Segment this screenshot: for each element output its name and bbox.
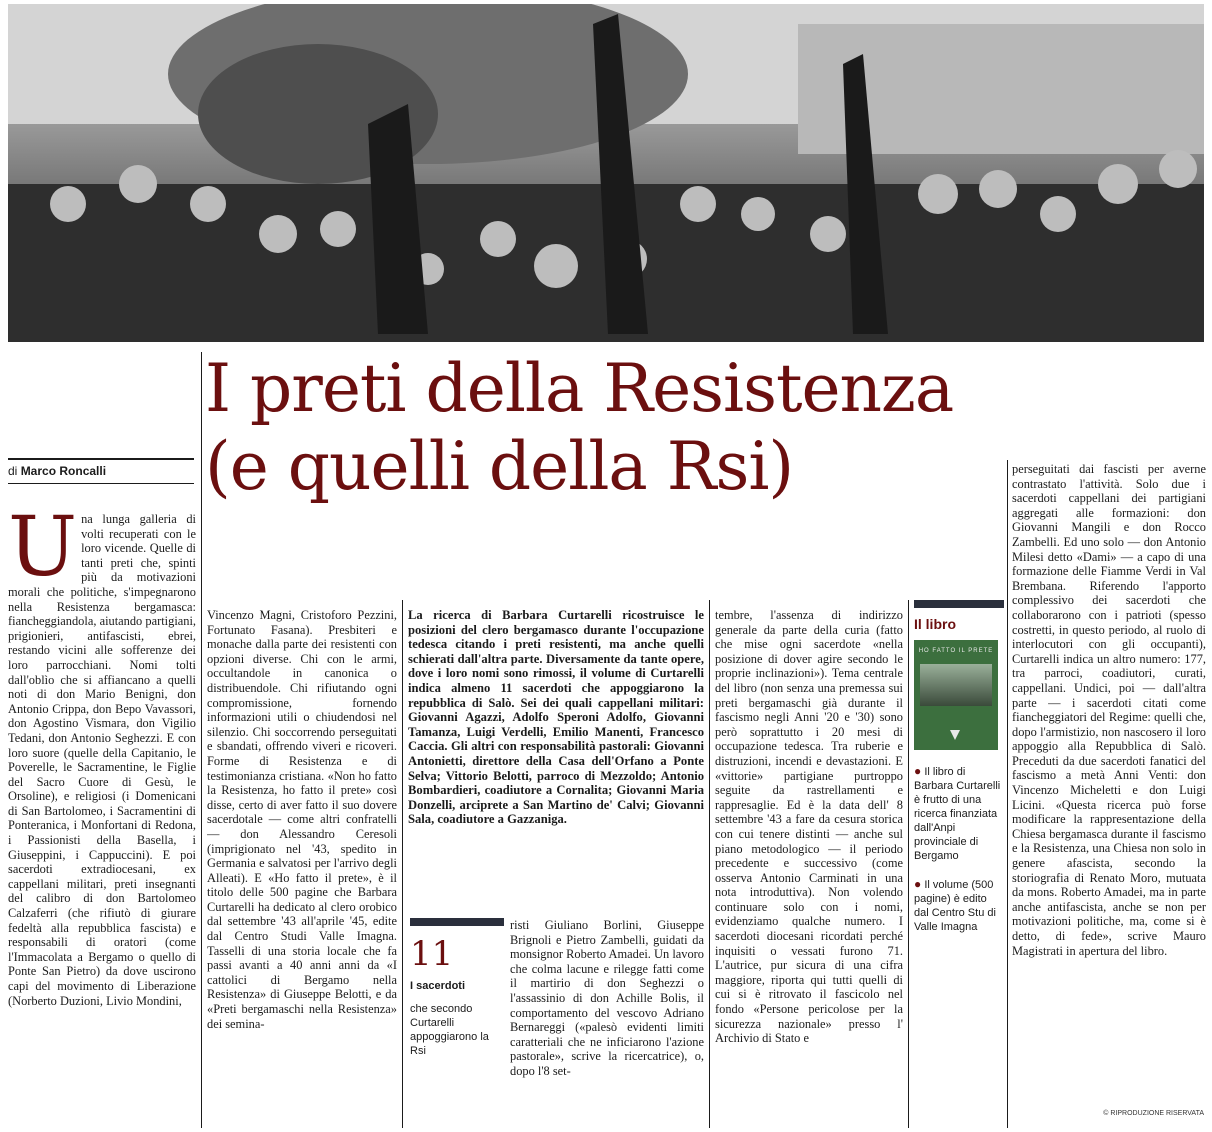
bullet-icon: ● — [914, 764, 922, 778]
book-cover-title: HO FATTO IL PRETE — [918, 648, 994, 654]
byline-author: Marco Roncalli — [20, 464, 107, 478]
book-box — [914, 600, 1004, 1028]
stat-label: I sacerdoti — [410, 980, 466, 992]
column-divider — [201, 352, 202, 1128]
column-divider — [908, 600, 909, 1128]
article-text-4: risti Giuliano Borlini, Giuseppe Brignoli e Pietro Zambelli, guidati da monsignor Roberto Amadei. Un lavoro che colma lacune e rilegge fatti come il martirio di don Seghezzi o l'assassinio di don Achille Bolis, il comportamento del vescovo Adriano Bernareggi («palesò evidenti limiti caratteriali che ne inficiarono l'azione pastorale», scrive la ricercatrice), o, dopo l'8 set- — [510, 918, 704, 1078]
stat-text: che secondo Curtarelli appoggiarono la Rsi — [410, 1003, 489, 1057]
photo-illustration — [8, 4, 1204, 342]
book-cover — [914, 640, 998, 750]
stat-box — [410, 918, 504, 1086]
article-column-6 — [1012, 462, 1206, 1107]
article-column-2 — [207, 608, 397, 1128]
article-column-4 — [510, 918, 704, 1128]
article-column-5 — [715, 608, 903, 1128]
headline-line-2: (e quelli della Rsi) — [205, 428, 794, 505]
article-column-3 — [408, 608, 704, 914]
bullet-icon: ● — [914, 877, 922, 891]
copyright-notice: © RIPRODUZIONE RISERVATA — [1103, 1110, 1204, 1117]
book-cover-photo — [920, 664, 992, 706]
column-divider — [402, 600, 403, 1128]
stat-number: 11 — [410, 934, 454, 974]
article-column-1 — [8, 512, 196, 1112]
book-box-title: Il libro — [914, 616, 956, 632]
article-text-2: Vincenzo Magni, Cristoforo Pezzini, Fortunato Fasana). Presbiteri e monache dalla parte dei resistenti con opzioni diverse. Chi con le armi, occultandole in canonica o distribuendole. Chi rifiutando ogni compromissione, fornendo informazioni utili o chiudendosi nel silenzio. Chi soccorrendo perseguitati e sbandati, offrendo viveri e ricoveri. Forme di Resistenza e di testimonianza cristiana. «Non ho fatto la Resistenza, ho fatto il prete» così disse, certo di aver fatto il suo dovere sacerdotale — come altri confratelli — don Alessandro Ceresoli (imprigionato nel '43, spedito in Germania e salvatosi per l'arrivo degli Alleati). E «Ho fatto il prete», è il titolo delle 500 pagine che Barbara Curtarelli ha dedicato al clero orobico dal settembre '43 all'aprile '45, edite dal Centro Studi Valle Imagna. Tasselli di una storia locale che fa passi avanti a 40 anni anni da «I cattolici di Bergamo nella Resistenza» di Giuseppe Belotti, e da «Preti bergamaschi nella Resistenza» dei semina- — [207, 608, 397, 1031]
book-info-text-2: Il volume (500 pagine) è edito dal Centro Stu di Valle Imagna — [914, 879, 996, 933]
article-text-3: La ricerca di Barbara Curtarelli ricostruisce le posizioni del clero bergamasco durante l'occupazione tedesca citando i preti resistenti, ma anche quelli schierati dall'altra parte. Diversamente da tante opere, dove i loro nomi sono rimossi, il volume di Curtarelli indica almeno 11 sacerdoti che appoggiarono la repubblica di Salò. Sei dei quali cappellani militari: Giovanni Agazzi, Adolfo Speroni Adolfo, Giovanni Tamanza, Luigi Verdelli, Emilio Manenti, Francesco Caccia. Gli altri con responsabilità pastorali: Giovanni Antonietti, direttore della Casa dell'Orfano a Ponte Selva; Vittorio Belotti, parroco di Mezzoldo; Antonio Bombardieri, coadiutore a Cornalita; Giovanni Maria Donzelli, arciprete a San Martino de' Calvi; Giovanni Sala, coadiutore a Gazzaniga. — [408, 608, 704, 827]
headline-line-1: I preti della Resistenza — [205, 350, 954, 427]
book-info-text-1: Il libro di Barbara Curtarelli è frutto di una ricerca finanziata dall'Anpi provinciale di Bergamo — [914, 766, 1001, 862]
byline-prefix: di — [8, 464, 18, 478]
partisans-photo — [8, 4, 1204, 342]
column-divider — [1007, 460, 1008, 1128]
book-info-item — [914, 877, 1004, 934]
book-info-item — [914, 764, 1004, 863]
article-text-5: tembre, l'assenza di indirizzo generale da parte della curia (fatto che mise ogni sacerdote «nella posizione di dover agire secondo le proprie inclinazioni»). Tema centrale del libro (non senza una premessa sui preti bergamaschi già durante il fascismo negli Anni '20 e '30) sono però soprattutto i 20 mesi di occupazione tedesca. Tra ruberie e distruzioni, incendi e devastazioni. E «vittorie» partigiane purtroppo seguite da rastrellamenti e rappresaglie. Ed è la data dell' 8 settembre '43 a fare da cesura storica con cui tenere distinti — anche sul piano metodologico — il periodo precedente e successivo (come osserva Antonio Carminati in una nota introduttiva). Non volendo continuare solo con i nomi, evidenziamo qualche numero. I sacerdoti diocesani ricordati perché inquisiti o vessati furono 71. L'autrice, pur sicura di una cifra maggiore, riporta qui tutti quelli di cui si è ritrovato il fascicolo nel fondo «Persone pericolose per la sicurezza nazionale» presso l' Archivio di Stato e — [715, 608, 903, 1046]
byline — [8, 458, 194, 484]
dropcap: U — [8, 512, 78, 595]
article-text-6: perseguitati dai fascisti per averne contrastato l'attività. Solo due i sacerdoti cappellani dei partigiani aggregati alle formazioni: don Giovanni Mangili e don Rocco Zambelli. Ed uno solo — don Antonio Milesi detto «Dami» — a capo di una formazione delle Fiamme Verdi in Val Brembana. Riferendo l'apporto complessivo dei sacerdoti che collaborarono con i patrioti (spesso costretti, in questo periodo, al ruolo di interlocutori con gli occupanti), Curtarelli indica un altro numero: 177, tra parroci, coadiutori, curati, cappellani. Undici, poi — dall'altra parte — i sacerdoti citati come fiancheggiatori del Regime: quelli che, dopo l'armistizio, non nascosero il loro appoggio alla Repubblica di Salò. Preceduti da due sacerdoti fanatici del fascismo a metà Anni Venti: don Vincenzo Micheletti e don Luigi Licini. «Questa ricerca può forse modificare la rappresentazione della Chiesa bergamasca durante il fascismo e la Resistenza, una Chiesa non solo in genere afascista, secondo la storiografia di Renato Moro, mutuata da mons. Roberto Amadei, ma in parte anche antifascista, anche se non per motivazioni politiche, ma, come si è detto, di fede», scrive Mauro Magistrati in apertura del libro. — [1012, 462, 1206, 958]
headline — [205, 350, 1005, 506]
article-text-1: na lunga galleria di volti recuperati con le loro vicende. Quelle di tanti preti che, spinti più da motivazioni morali che politiche, s'impegnarono nella Resistenza bergamasca: fiancheggiandola, aiutando partigiani, prigionieri, antifascisti, ebrei, restando vicini alle sofferenze dei loro parrocchiani. Nomi tolti dall'oblìo che si affiancano a quelli noti di don Mario Benigni, don Antonio Crippa, don Bepo Vavassori, don Agostino Vismara, don Vigilio Tedani, don Antonio Seghezzi. E con loro suore (quelle della Capitanio, le Poverelle, le Sacramentine, le Figlie del Sacro Cuore di Gesù, le Orsoline), e religiosi (i Domenicani di San Bartolomeo, i Sacramentini di Ponteranica, i Monfortani di Redona, i Passionisti della Basella, i Giuseppini, i Cappuccini). E poi sacerdoti extradiocesani, ex cappellani militari, preti insegnanti del calibro di don Bartolomeo Calzaferri (che rifiutò di giurare fedeltà alla repubblica fascista) e responsabili di oratori (come l'Immacolata a Bergamo o quello di Ponte San Pietro) da dove uscirono capi del movimento di Liberazione (Norberto Duzioni, Livio Mondini, — [8, 512, 196, 1008]
book-cover-emblem-icon — [950, 730, 960, 740]
column-divider — [709, 600, 710, 1128]
